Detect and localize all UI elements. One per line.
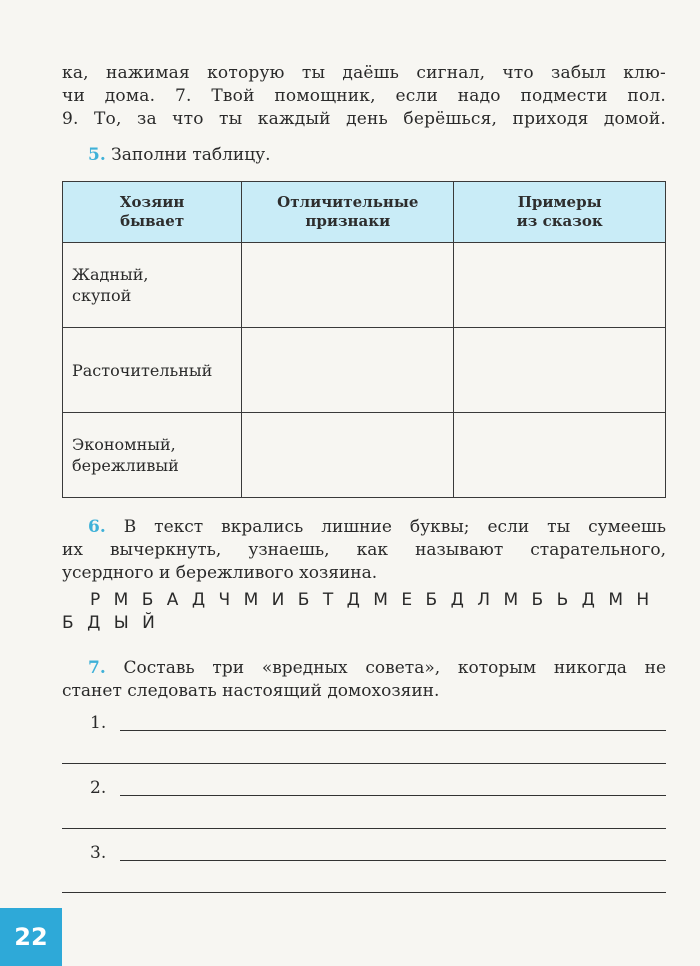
write-line [120,795,666,796]
row-label-line: бережливый [72,456,179,475]
header-examples-line-2: из сказок [516,212,603,230]
task-6-line-1 [62,516,666,539]
task-5-number: 5. [88,145,106,165]
letter-puzzle [62,589,666,635]
examples-cell[interactable] [454,328,666,413]
task-6-text: В текст вкрались лишние буквы; если ты сумеешь [123,517,666,537]
header-owner [63,182,242,243]
task-5-heading [88,145,271,165]
page-number: 22 [0,908,62,966]
answer-number: 1. [90,713,107,733]
row-label-line: Жадный, [72,265,149,284]
header-owner-line-1: Хозяин [119,193,185,211]
traits-cell[interactable] [242,243,454,328]
answer-number: 2. [90,778,107,798]
header-traits-line-1: Отличительные [277,193,419,211]
header-traits [242,182,454,243]
intro-line-1: ка, нажимая которую ты даёшь сигнал, что забыл клю- [62,63,666,83]
row-label-line: Расточительный [72,360,213,380]
task-6 [62,516,666,585]
task-7 [62,657,666,703]
fill-in-table [62,181,666,498]
letter-line-2: Б Д Ы Й [62,613,159,633]
intro-text [62,62,666,131]
table-header-row [63,182,666,243]
table-row [63,328,666,413]
write-line-full[interactable] [62,828,666,829]
task-5-text: Заполни таблицу. [111,145,271,165]
task-7-number: 7. [88,658,106,678]
task-6-number: 6. [88,517,106,537]
examples-cell[interactable] [454,413,666,498]
row-label-thrifty [63,413,242,498]
traits-cell[interactable] [242,413,454,498]
header-examples [454,182,666,243]
write-line [120,860,666,861]
letter-line-1: Р М Б А Д Ч М И Б Т Д М Е Б Д Л М Б Ь Д М Н [90,590,654,610]
row-label-greedy [63,243,242,328]
table-row [63,413,666,498]
task-7-text: Составь три «вредных совета», которым никогда не [123,658,667,678]
examples-cell[interactable] [454,243,666,328]
header-traits-line-2: признаки [305,212,391,230]
intro-line-3: 9. То, за что ты каждый день берёшься, приходя домой. [62,109,666,129]
write-line-full[interactable] [62,763,666,764]
task-6-line-3: усердного и бережливого хозяина. [62,563,378,583]
intro-line-2: чи дома. 7. Твой помощник, если надо подмести пол. [62,86,666,106]
row-label-line: Экономный, [72,435,176,454]
answer-number: 3. [90,843,107,863]
row-label-line: скупой [72,286,132,305]
table-row [63,243,666,328]
task-6-line-2: их вычеркнуть, узнаешь, как называют старательного, [62,540,666,560]
row-label-wasteful [63,328,242,413]
task-7-line-2: станет следовать настоящий домохозяин. [62,681,440,701]
task-7-line-1 [62,657,666,680]
traits-cell[interactable] [242,328,454,413]
write-line [120,730,666,731]
header-owner-line-2: бывает [120,212,185,230]
header-examples-line-1: Примеры [517,193,602,211]
write-line-full[interactable] [62,892,666,893]
